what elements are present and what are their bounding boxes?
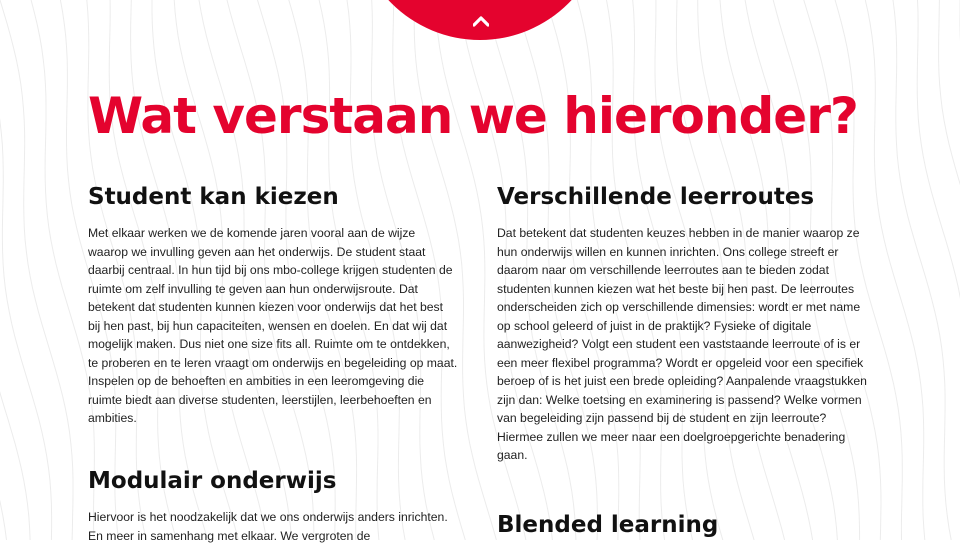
section-body: Hiervoor is het noodzakelijk dat we ons onderwijs anders inrichten. En meer in samenhang met elkaar. We vergroten de <box>88 508 458 545</box>
wave-line <box>0 0 73 540</box>
section-student-kan-kiezen <box>88 182 458 428</box>
page-title: Wat verstaan we hieronder? <box>88 86 858 146</box>
section-title: Verschillende leerroutes <box>497 182 867 212</box>
section-blended-learning <box>497 510 867 540</box>
section-title: Modulair onderwijs <box>88 466 458 496</box>
section-body: Dat betekent dat studenten keuzes hebben in de manier waarop ze hun onderwijs willen en kunnen inrichten. Ons college streeft er daarom naar om verschillende leerroutes aan te bieden zodat studenten kunnen kiezen wat het beste bij hen past. De leerroutes onderscheiden zich op verschillende dimensies: wordt er met name op school geleerd of juist in de praktijk? Fysieke of digitale aanwezigheid? Volgt een student een vaststaande leerroute of is er een meer flexibel programma? Wordt er opgeleid voor een specifiek beroep of is het juist een brede opleiding? Aanpalende vraagstukken zijn dan: Welke toetsing en examinering is passend? Welke vormen van begeleiding zijn passend bij de student en zijn leerroute? Hiermee zullen we meer naar een doelgroepgerichte benadering gaan. <box>497 224 867 465</box>
wave-line <box>865 0 925 540</box>
section-body: Met elkaar werken we de komende jaren vooral aan de wijze waarop we invulling geven aan het onderwijs. De student staat daarbij centraal. In hun tijd bij ons mbo-college krijgen studenten de ruimte om zelf invulling te geven aan hun onderwijsroute. Dat betekent dat studenten kunnen kiezen voor onderwijs dat het best bij hen past, bij hun capaciteiten, wensen en doelen. En dat wij dat mogelijk maken. Dus niet one size fits all. Ruimte om te ontdekken, te proberen en te leren vraagt om onderwijs en begeleiding op maat. Inspelen op de behoeften en ambities in een leeromgeving die ruimte biedt aan diverse studenten, leerstijlen, leerbehoeften en ambities. <box>88 224 458 428</box>
chevron-up-icon <box>473 15 489 27</box>
section-modulair-onderwijs <box>88 466 458 545</box>
wave-line <box>0 0 30 540</box>
section-title: Blended learning <box>497 510 867 540</box>
section-title: Student kan kiezen <box>88 182 458 212</box>
section-verschillende-leerroutes <box>497 182 867 465</box>
wave-line <box>939 0 960 540</box>
wave-line <box>31 0 94 540</box>
wave-line <box>0 0 52 540</box>
